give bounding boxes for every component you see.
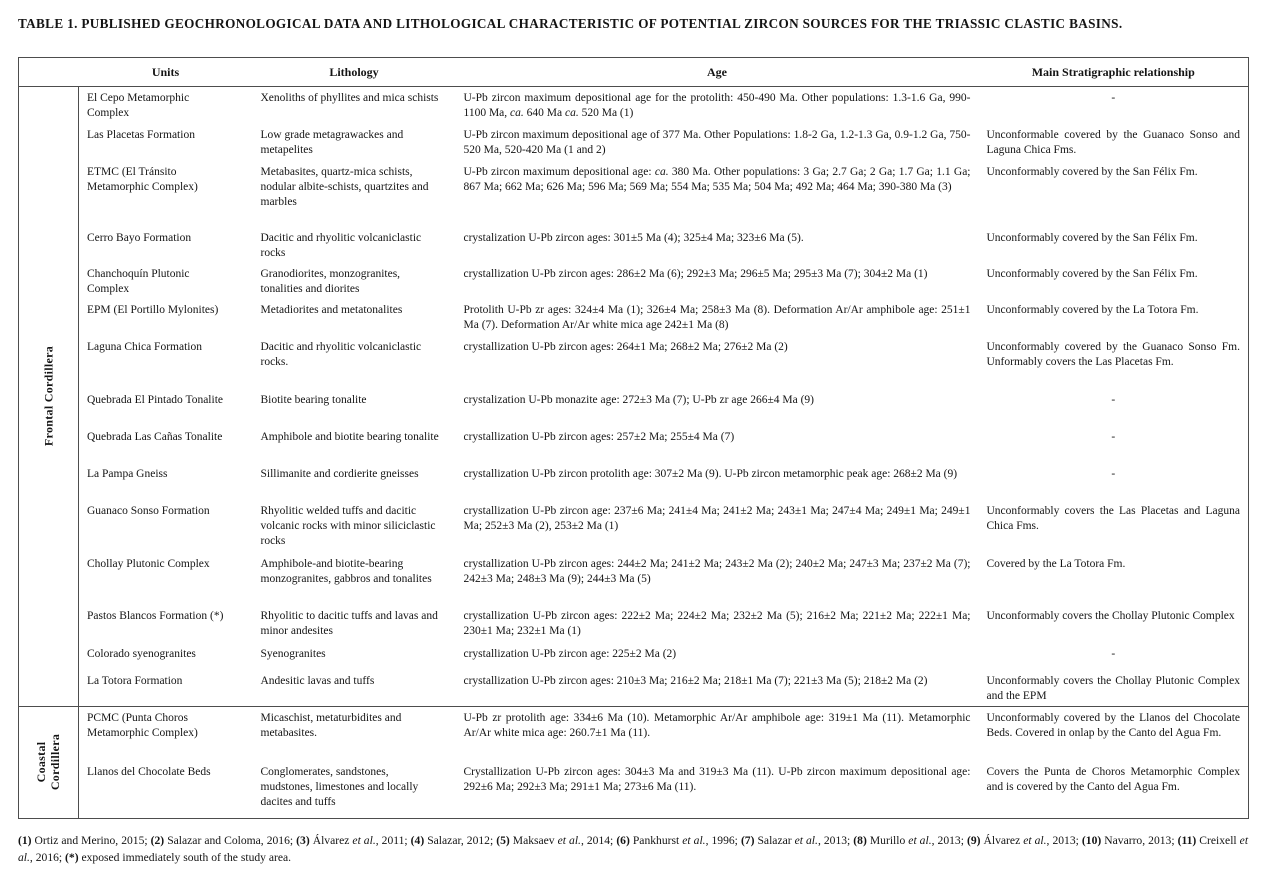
group-label-cell: [19, 87, 79, 707]
table-row: [19, 389, 1249, 426]
unit-cell: Quebrada Las Cañas Tonalite: [87, 430, 223, 443]
age-cell: crystalization U-Pb zircon ages: 301±5 Ma (4); 325±4 Ma; 323±6 Ma (5).: [463, 231, 804, 244]
lithology-cell: Amphibole-and biotite-bearing monzogranites, gabbros and tonalites: [260, 557, 432, 585]
unit-cell: PCMC (Punta Choros Metamorphic Complex): [79, 706, 253, 761]
age-cell: U-Pb zircon maximum depositional age of 377 Ma. Other Populations: 1.8-2 Ga, 1.2-1.3 Ga, 0.9-1.2 Ga, 750-520 Ma, 520-420 Ma (1 and 2): [463, 128, 971, 156]
strat-cell: Covered by the La Totora Fm.: [986, 557, 1126, 570]
group-coastal-cordillera: [19, 706, 1249, 818]
unit-cell: Colorado syenogranites: [87, 647, 196, 660]
strat-cell: Unconformably covered by the San Félix Fm.: [986, 231, 1198, 244]
strat-cell: Covers the Punta de Choros Metamorphic Complex and is covered by the Canto del Agua Fm.: [986, 766, 1240, 793]
unit-cell: Las Placetas Formation: [87, 128, 195, 141]
table-row: [19, 500, 1249, 553]
unit-cell: La Totora Formation: [87, 674, 183, 687]
group-label-coastal-cordillera: Coastal Cordillera: [33, 733, 62, 791]
header-row: [19, 58, 1249, 87]
lithology-cell: Dacitic and rhyolitic volcaniclastic rocks.: [260, 340, 422, 368]
age-cell: crystallization U-Pb zircon age: 237±6 Ma; 241±4 Ma; 241±2 Ma; 243±1 Ma; 247±4 Ma; 249±1 Ma; 249±1 Ma; 252±3 Ma (2), 253±2 Ma (1): [463, 504, 971, 532]
lithology-cell: Rhyolitic welded tuffs and dacitic volcanic rocks with minor siliciclastic rocks: [260, 504, 436, 547]
age-cell: crystallization U-Pb zircon protolith age: 307±2 Ma (9). U-Pb zircon metamorphic peak age: 268±2 Ma (9): [463, 467, 958, 480]
strat-cell: Unconformable covered by the Guanaco Sonso and Laguna Chica Fms.: [986, 128, 1240, 156]
age-cell: crystallization U-Pb zircon ages: 222±2 Ma; 224±2 Ma; 232±2 Ma (5); 216±2 Ma; 221±2 Ma; 222±1 Ma; 230±1 Ma; 232±1 Ma (1): [463, 609, 971, 637]
strat-cell: Unconformably covered by the La Totora Fm.: [986, 303, 1199, 316]
strat-cell: Unconformably covered by the Llanos del Chocolate Beds. Covered in onlap by the Canto del Agua Fm.: [979, 706, 1249, 761]
lithology-cell: Micaschist, metaturbidites and metabasites.: [253, 706, 456, 761]
column-header-stratigraphic: Main Stratigraphic relationship: [979, 58, 1249, 87]
lithology-cell: Metadiorites and metatonalites: [260, 303, 403, 316]
table-row: [19, 761, 1249, 818]
strat-cell: -: [1111, 467, 1116, 480]
column-header-lithology: Lithology: [253, 58, 456, 87]
age-cell: crystallization U-Pb zircon ages: 244±2 Ma; 241±2 Ma; 243±2 Ma (2); 240±2 Ma; 247±3 Ma; 237±2 Ma (7); 242±3 Ma; 248±3 Ma (9); 244±3 Ma (5): [463, 557, 971, 585]
lithology-cell: Conglomerates, sandstones, mudstones, limestones and locally dacites and tuffs: [260, 766, 419, 808]
group-label-frontal-cordillera: Frontal Cordillera: [41, 346, 55, 447]
age-cell: crystalization U-Pb monazite age: 272±3 Ma (7); U-Pb zr age 266±4 Ma (9): [463, 393, 814, 406]
unit-cell: Cerro Bayo Formation: [87, 231, 192, 244]
table-row: [19, 670, 1249, 707]
table-row: [19, 426, 1249, 463]
unit-cell: Quebrada El Pintado Tonalite: [87, 393, 223, 406]
table-row: [19, 161, 1249, 227]
lithology-cell: Amphibole and biotite bearing tonalite: [260, 430, 439, 443]
lithology-cell: Sillimanite and cordierite gneisses: [260, 467, 419, 480]
unit-cell: Guanaco Sonso Formation: [87, 504, 210, 517]
unit-cell: El Cepo Metamorphic Complex: [87, 92, 190, 119]
table-row: [19, 299, 1249, 336]
strat-cell: -: [1111, 393, 1116, 406]
unit-cell: Chollay Plutonic Complex: [87, 557, 210, 570]
unit-cell: EPM (El Portillo Mylonites): [87, 303, 219, 316]
table-row: [19, 643, 1249, 670]
lithology-cell: Syenogranites: [260, 647, 326, 660]
age-cell: crystallization U-Pb zircon ages: 210±3 Ma; 216±2 Ma; 218±1 Ma (7); 221±3 Ma (5); 218±2 Ma (2): [463, 674, 928, 687]
age-cell: U-Pb zircon maximum depositional age for the protolith: 450-490 Ma. Other populations: 1.3-1.6 Ga, 990-1100 Ma, ca. 640 Ma ca. 520 Ma (1): [463, 92, 971, 119]
table-row: [19, 553, 1249, 605]
strat-cell: -: [1111, 647, 1116, 660]
age-cell: U-Pb zircon maximum depositional age: ca. 380 Ma. Other populations: 3 Ga; 2.7 Ga; 2 Ga; 1.7 Ga; 1.1 Ga; 867 Ma; 662 Ma; 626 Ma; 596 Ma; 569 Ma; 554 Ma; 535 Ma; 504 Ma; 492 Ma; 464 Ma; 390-380 Ma (3): [463, 165, 971, 193]
unit-cell: La Pampa Gneiss: [87, 467, 168, 480]
group-frontal-cordillera: [19, 87, 1249, 707]
table-row: [19, 336, 1249, 389]
table-row: [19, 706, 1249, 761]
table-row: [19, 227, 1249, 263]
strat-cell: Unconformably covered by the Guanaco Sonso Fm. Unformably covers the Las Placetas Fm.: [986, 340, 1240, 368]
group-label-cell: [19, 706, 79, 818]
unit-cell: Llanos del Chocolate Beds: [87, 766, 211, 778]
lithology-cell: Xenoliths of phyllites and mica schists: [260, 92, 439, 104]
lithology-cell: Dacitic and rhyolitic volcaniclastic rocks: [260, 231, 422, 259]
table-row: [19, 605, 1249, 643]
age-cell: Crystallization U-Pb zircon ages: 304±3 Ma and 319±3 Ma (11). U-Pb zircon maximum depositional age: 292±6 Ma; 292±3 Ma; 291±1 Ma; 273±6 Ma (11).: [463, 766, 971, 793]
lithology-cell: Andesitic lavas and tuffs: [260, 674, 375, 687]
table-row: [19, 263, 1249, 299]
strat-cell: -: [1111, 92, 1116, 104]
lithology-cell: Low grade metagrawackes and metapelites: [260, 128, 404, 156]
age-cell: crystallization U-Pb zircon ages: 257±2 Ma; 255±4 Ma (7): [463, 430, 735, 443]
lithology-cell: Rhyolitic to dacitic tuffs and lavas and minor andesites: [260, 609, 438, 637]
table-row: [19, 463, 1249, 500]
geochronology-table: [18, 57, 1249, 819]
page-title: TABLE 1. PUBLISHED GEOCHRONOLOGICAL DATA AND LITHOLOGICAL CHARACTERISTIC OF POTENTIAL ZIRCON SOURCES FOR THE TRIASSIC CLASTIC BASINS.: [18, 16, 1123, 31]
unit-cell: Laguna Chica Formation: [87, 340, 202, 353]
unit-cell: Pastos Blancos Formation (*): [87, 609, 224, 622]
table-row: [19, 87, 1249, 124]
lithology-cell: Metabasites, quartz-mica schists, nodular albite-schists, quartzites and marbles: [260, 165, 429, 208]
age-cell: U-Pb zr protolith age: 334±6 Ma (10). Metamorphic Ar/Ar amphibole age: 319±1 Ma (11). Metamorphic Ar/Ar white mica age: 260.7±1 Ma (11).: [456, 706, 979, 761]
age-cell: crystallization U-Pb zircon age: 225±2 Ma (2): [463, 647, 677, 660]
strat-cell: Unconformably covers the Las Placetas and Laguna Chica Fms.: [986, 504, 1240, 532]
unit-cell: ETMC (El Tránsito Metamorphic Complex): [87, 165, 198, 193]
lithology-cell: Granodiorites, monzogranites, tonalities and diorites: [260, 267, 401, 295]
column-header-age: Age: [456, 58, 979, 87]
column-header-units: Units: [79, 58, 253, 87]
age-cell: crystallization U-Pb zircon ages: 264±1 Ma; 268±2 Ma; 276±2 Ma (2): [463, 340, 788, 353]
age-cell: Protolith U-Pb zr ages: 324±4 Ma (1); 326±4 Ma; 258±3 Ma (8). Deformation Ar/Ar amphibole age: 251±1 Ma (7). Deformation Ar/Ar white mica age 242±1 Ma (8): [463, 303, 971, 331]
unit-cell: Chanchoquín Plutonic Complex: [87, 267, 190, 295]
strat-cell: Unconformably covers the Chollay Plutonic Complex: [986, 609, 1235, 622]
footnote: (1) Ortiz and Merino, 2015; (2) Salazar and Coloma, 2016; (3) Álvarez et al., 2011; (4) Salazar, 2012; (5) Maksaev et al., 2014; (6) Pankhurst et al., 1996; (7) Salazar et al., 2013; (8) Murillo et al., 2013; (9) Álvarez et al., 2013; (10) Navarro, 2013; (11) Creixell et al., 2016; (*) exposed immediately south of the study area.: [18, 833, 1249, 864]
strat-cell: Unconformably covered by the San Félix Fm.: [986, 165, 1198, 178]
lithology-cell: Biotite bearing tonalite: [260, 393, 367, 406]
strat-cell: Unconformably covered by the San Félix Fm.: [986, 267, 1198, 280]
column-header-group: [19, 58, 79, 87]
table-row: [19, 124, 1249, 161]
age-cell: crystallization U-Pb zircon ages: 286±2 Ma (6); 292±3 Ma; 296±5 Ma; 295±3 Ma (7); 304±2 Ma (1): [463, 267, 928, 280]
strat-cell: -: [1111, 430, 1116, 443]
strat-cell: Unconformably covers the Chollay Plutonic Complex and the EPM: [986, 674, 1240, 702]
